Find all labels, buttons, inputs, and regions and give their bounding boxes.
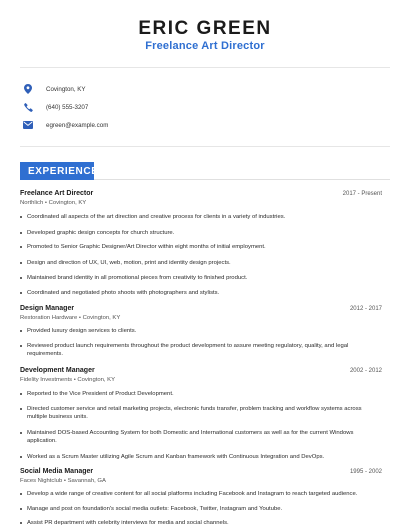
job-dates: 1995 - 2002 [349, 469, 382, 475]
job-bullet: Assist PR department with celebrity interviews for media and social channels. [20, 519, 370, 527]
job-title: Social Media Manager [20, 468, 94, 475]
contact-phone [22, 100, 88, 114]
candidate-name: ERIC GREEN [138, 18, 272, 39]
job-bullet: Provided luxury design services to clients. [20, 327, 370, 335]
contact-email [22, 118, 108, 132]
job-organization: Restoration Hardware • Covington, KY [20, 315, 121, 321]
experience-heading-rule [94, 179, 390, 180]
job-dates: 2002 - 2012 [349, 368, 382, 374]
job-title: Freelance Art Director [20, 190, 94, 197]
job-organization: Fidelity Investments • Covington, KY [20, 377, 116, 383]
candidate-title: Freelance Art Director [145, 40, 265, 52]
job-bullet: Directed customer service and retail marketing projects, electronic funds transfer, problem tracking and workflow systems across multiple business units. [20, 405, 370, 422]
header-divider [20, 67, 390, 68]
job-title: Development Manager [20, 367, 95, 374]
job-bullet: Developed graphic design concepts for church structure. [20, 229, 370, 237]
job-bullet: Coordinated and negotiated photo shoots with photographers and stylists. [20, 289, 370, 297]
job-bullet: Design and direction of UX, UI, web, motion, print and identity design projects. [20, 259, 370, 267]
job-bullet: Worked as a Scrum Master utilizing Agile Scrum and Kanban framework with Continuous Integration and DevOps. [20, 453, 370, 461]
phone-icon [22, 101, 34, 113]
envelope-icon [22, 119, 34, 131]
job-bullet: Promoted to Senior Graphic Designer/Art Director within eight months of initial employment. [20, 243, 370, 251]
job-title: Design Manager [20, 305, 75, 312]
job-organization: Faces Nightclub • Savannah, GA [20, 478, 106, 484]
job-bullet: Maintained DOS-based Accounting System for both Domestic and International customers as well as for the current Windows application. [20, 429, 370, 446]
contact-location [22, 82, 86, 96]
map-pin-icon [22, 83, 34, 95]
contact-divider [20, 146, 390, 147]
location-text: Covington, KY [46, 85, 86, 93]
job-bullet: Reported to the Vice President of Product Development. [20, 390, 370, 398]
job-dates: 2012 - 2017 [349, 306, 382, 312]
phone-text: (640) 555-3207 [46, 103, 89, 111]
job-bullet: Develop a wide range of creative content for all social platforms including Facebook and Instagram to reach targeted audience. [20, 490, 370, 498]
email-text: egreen@example.com [46, 121, 109, 129]
job-dates: 2017 - Present [342, 191, 382, 197]
job-bullet: Maintained brand identity in all promotional pieces from creativity to finished product. [20, 274, 370, 282]
job-bullet: Manage and post on foundation's social media outlets: Facebook, Twitter, Instagram and Youtube. [20, 505, 370, 513]
experience-heading: EXPERIENCE [20, 162, 94, 180]
job-organization: Northlich • Covington, KY [20, 200, 87, 206]
job-bullet: Coordinated all aspects of the art direction and creative process for clients in a variety of industries. [20, 213, 370, 221]
job-bullet: Reviewed product launch requirements throughout the product development to assure meeting regulatory, quality, and legal requirements. [20, 342, 370, 359]
